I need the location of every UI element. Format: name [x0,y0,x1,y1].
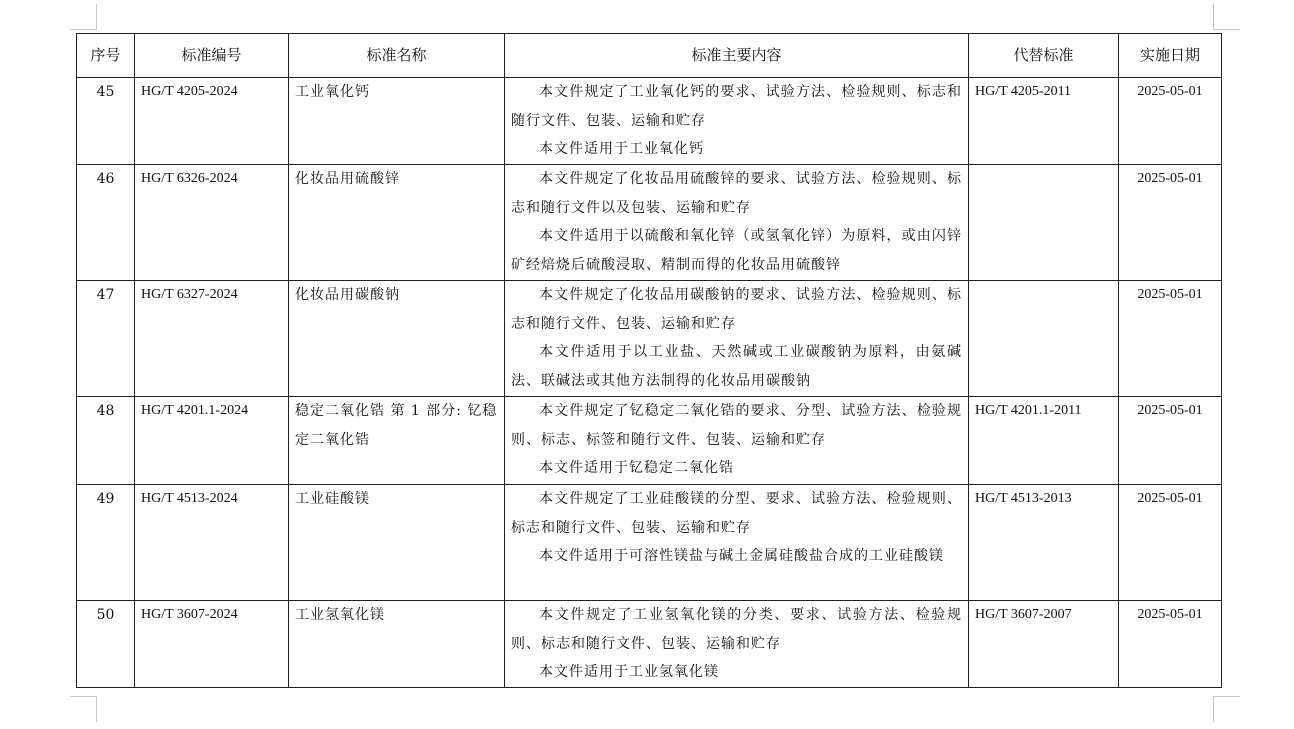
row-no: 50 [77,601,135,688]
row-name: 化妆品用碳酸钠 [289,281,505,397]
row-code: HG/T 4201.1-2024 [135,397,289,485]
crop-mark-bottom-left-v [96,696,97,722]
content-paragraph: 本文件规定了工业氧化钙的要求、试验方法、检验规则、标志和随行文件、包装、运输和贮存 [511,84,962,129]
content-paragraph: 本文件适用于以工业盐、天然碱或工业碳酸钠为原料，由氨碱法、联碱法或其他方法制得的化妆品用碳酸钠 [511,344,962,389]
row-name: 工业硅酸镁 [289,485,505,601]
crop-mark-top-left-h [70,29,97,30]
row-no: 46 [77,165,135,281]
table-row [77,78,1222,165]
row-code: HG/T 6326-2024 [135,165,289,281]
row-date: 2025-05-01 [1119,165,1222,281]
row-name: 稳定二氧化锆 第 1 部分: 钇稳定二氧化锆 [289,397,505,485]
row-no: 48 [77,397,135,485]
row-date: 2025-05-01 [1119,281,1222,397]
row-code: HG/T 3607-2024 [135,601,289,688]
row-name: 工业氢氧化镁 [289,601,505,688]
row-no: 47 [77,281,135,397]
content-paragraph: 本文件规定了钇稳定二氧化锆的要求、分型、试验方法、检验规则、标志、标签和随行文件、包装、运输和贮存 [511,403,962,448]
crop-mark-bottom-right-h [1213,696,1240,697]
content-paragraph: 本文件适用于工业氧化钙 [539,141,704,157]
crop-mark-top-left-v [96,4,97,29]
content-paragraph: 本文件规定了化妆品用碳酸钠的要求、试验方法、检验规则、标志和随行文件、包装、运输和贮存 [511,287,962,332]
content-paragraph: 本文件适用于工业氢氧化镁 [539,664,719,680]
header-code: 标准编号 [135,34,289,78]
content-paragraph: 本文件适用于可溶性镁盐与碱土金属硅酸盐合成的工业硅酸镁 [539,548,944,564]
header-date: 实施日期 [1119,34,1222,78]
content-paragraph: 本文件规定了化妆品用硫酸锌的要求、试验方法、检验规则、标志和随行文件以及包装、运输和贮存 [511,171,962,216]
table-row [77,397,1222,485]
header-no: 序号 [77,34,135,78]
row-content [505,397,969,485]
content-paragraph: 本文件规定了工业氢氧化镁的分类、要求、试验方法、检验规则、标志和随行文件、包装、运输和贮存 [511,607,962,652]
header-content: 标准主要内容 [505,34,969,78]
content-paragraph: 本文件适用于钇稳定二氧化锆 [539,460,734,476]
row-content [505,165,969,281]
table-row [77,165,1222,281]
row-code: HG/T 4513-2024 [135,485,289,601]
header-name: 标准名称 [289,34,505,78]
row-replaces: HG/T 4201.1-2011 [969,397,1119,485]
crop-mark-top-right-h [1213,29,1240,30]
crop-mark-top-right-v [1213,4,1214,29]
row-replaces [969,281,1119,397]
row-content [505,601,969,688]
row-content [505,485,969,601]
row-date: 2025-05-01 [1119,397,1222,485]
row-no: 49 [77,485,135,601]
crop-mark-bottom-left-h [70,696,97,697]
header-row [77,34,1222,78]
row-code: HG/T 4205-2024 [135,78,289,165]
row-no: 45 [77,78,135,165]
row-name: 化妆品用硫酸锌 [289,165,505,281]
content-paragraph: 本文件规定了工业硅酸镁的分型、要求、试验方法、检验规则、标志和随行文件、包装、运输和贮存 [511,491,962,536]
row-name: 工业氧化钙 [289,78,505,165]
standards-table [76,33,1222,688]
table-row [77,281,1222,397]
row-replaces: HG/T 4513-2013 [969,485,1119,601]
table-row [77,485,1222,601]
row-content [505,281,969,397]
row-replaces: HG/T 3607-2007 [969,601,1119,688]
crop-mark-bottom-right-v [1213,696,1214,722]
row-replaces [969,165,1119,281]
row-date: 2025-05-01 [1119,485,1222,601]
row-date: 2025-05-01 [1119,601,1222,688]
header-replaces: 代替标准 [969,34,1119,78]
row-content [505,78,969,165]
row-replaces: HG/T 4205-2011 [969,78,1119,165]
content-paragraph: 本文件适用于以硫酸和氧化锌（或氢氧化锌）为原料，或由闪锌矿经焙烧后硫酸浸取、精制而得的化妆品用硫酸锌 [511,228,962,273]
table-row [77,601,1222,688]
row-date: 2025-05-01 [1119,78,1222,165]
row-code: HG/T 6327-2024 [135,281,289,397]
